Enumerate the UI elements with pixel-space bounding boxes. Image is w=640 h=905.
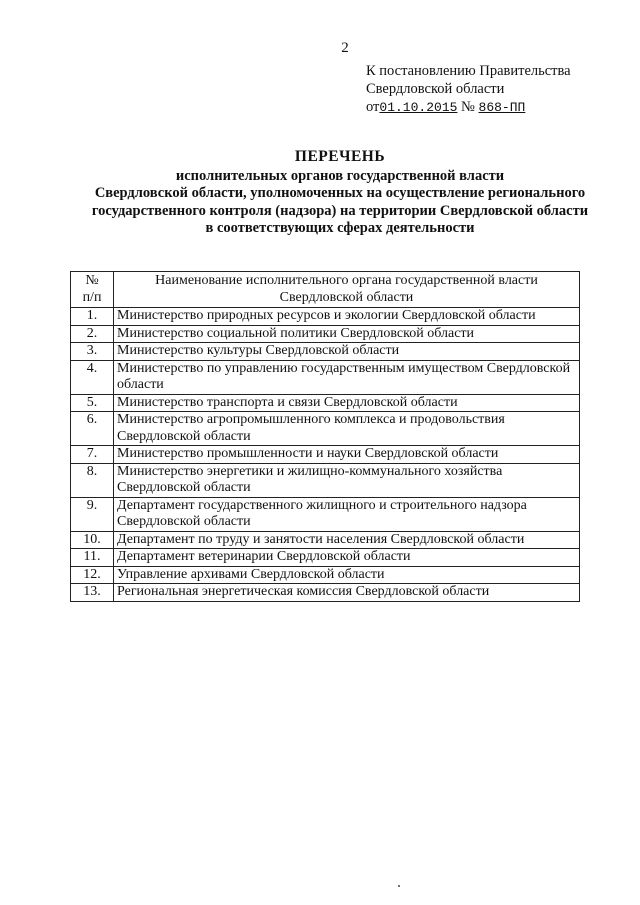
- row-name: Министерство культуры Свердловской области: [114, 343, 580, 361]
- row-number: 7.: [71, 446, 114, 464]
- header-name-cell: [114, 272, 580, 308]
- table-row: [71, 549, 580, 567]
- row-name: Министерство по управлению государственным имуществом Свердловской области: [114, 360, 580, 394]
- row-name: Министерство природных ресурсов и экологии Свердловской области: [114, 308, 580, 326]
- annex-number: 868-ПП: [478, 100, 526, 115]
- title-line-4: в соответствующих сферах деятельности: [205, 220, 475, 236]
- table-row: [71, 584, 580, 602]
- header-number-line-2: п/п: [82, 289, 102, 305]
- annex-number-label: №: [461, 99, 475, 115]
- row-number: 6.: [71, 412, 114, 446]
- table-body: [71, 308, 580, 602]
- row-number: 13.: [71, 584, 114, 602]
- annex-line-2: Свердловской области: [366, 81, 505, 97]
- annex-date: 01.10.2015: [379, 100, 458, 115]
- row-name: Департамент ветеринарии Свердловской области: [114, 549, 580, 567]
- row-number: 8.: [71, 463, 114, 497]
- table-row: [71, 566, 580, 584]
- table-row: [71, 531, 580, 549]
- annex-from-label: от: [366, 99, 380, 115]
- row-number: 10.: [71, 531, 114, 549]
- row-name: Министерство транспорта и связи Свердловской области: [114, 394, 580, 412]
- row-name: Управление архивами Свердловской области: [114, 566, 580, 584]
- table-row: [71, 412, 580, 446]
- row-number: 9.: [71, 497, 114, 531]
- title-line-2: Свердловской области, уполномоченных на осуществление регионального: [94, 185, 586, 201]
- title-main: ПЕРЕЧЕНЬ: [294, 148, 386, 165]
- table-row: [71, 308, 580, 326]
- row-name: Региональная энергетическая комиссия Свердловской области: [114, 584, 580, 602]
- row-number: 5.: [71, 394, 114, 412]
- annex-date-line: [366, 98, 571, 117]
- table-header-row: [71, 272, 580, 308]
- row-name: Департамент по труду и занятости населения Свердловской области: [114, 531, 580, 549]
- row-number: 3.: [71, 343, 114, 361]
- annex-line-1: К постановлению Правительства: [366, 63, 571, 79]
- header-number-cell: [71, 272, 114, 308]
- row-name: Министерство социальной политики Свердловской области: [114, 325, 580, 343]
- page-number: 2: [341, 40, 349, 56]
- header-name-line-2: Свердловской области: [279, 289, 414, 305]
- scan-speck: [398, 885, 400, 887]
- organizations-table: [70, 271, 580, 602]
- table-row: [71, 463, 580, 497]
- document-title: [40, 148, 640, 238]
- table-row: [71, 394, 580, 412]
- row-name: Министерство промышленности и науки Свердловской области: [114, 446, 580, 464]
- header-number-line-1: №: [85, 273, 99, 288]
- row-number: 4.: [71, 360, 114, 394]
- title-line-3: государственного контроля (надзора) на территории Свердловской области: [91, 202, 589, 219]
- table-row: [71, 343, 580, 361]
- row-name: Министерство энергетики и жилищно-коммунального хозяйства Свердловской области: [114, 463, 580, 497]
- header-name-line-1: Наименование исполнительного органа государственной власти: [155, 273, 538, 288]
- table-row: [71, 446, 580, 464]
- table-row: [71, 497, 580, 531]
- row-name: Министерство агропромышленного комплекса и продовольствия Свердловской области: [114, 412, 580, 446]
- row-number: 2.: [71, 325, 114, 343]
- row-name: Департамент государственного жилищного и строительного надзора Свердловской области: [114, 497, 580, 531]
- row-number: 12.: [71, 566, 114, 584]
- table-row: [71, 360, 580, 394]
- row-number: 11.: [71, 549, 114, 567]
- title-line-1: исполнительных органов государственной власти: [175, 167, 505, 184]
- row-number: 1.: [71, 308, 114, 326]
- table-row: [71, 325, 580, 343]
- annex-block: [366, 62, 571, 117]
